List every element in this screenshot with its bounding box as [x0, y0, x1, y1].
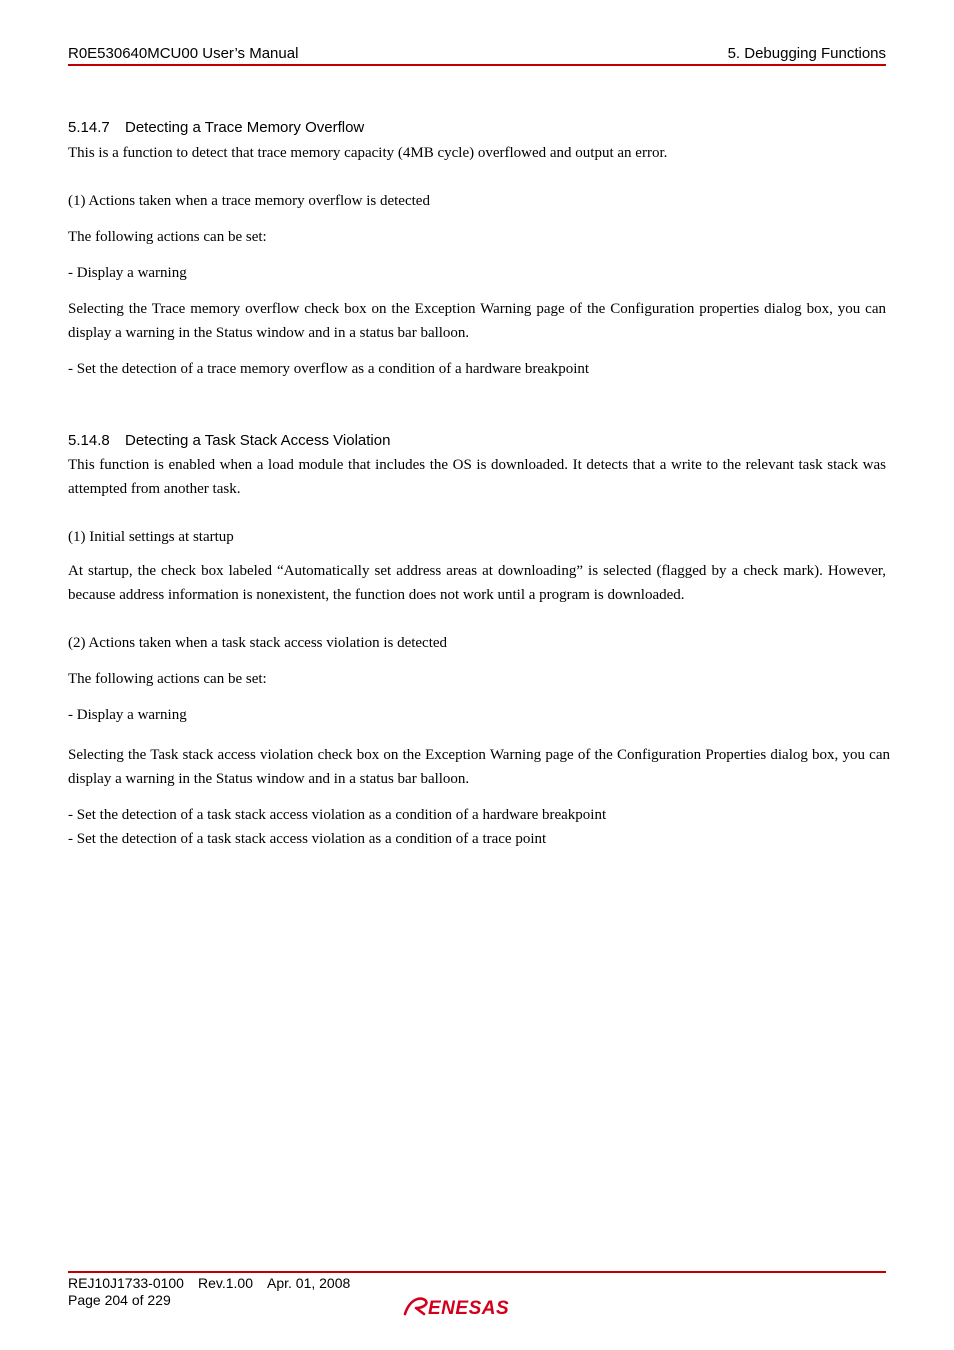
renesas-logo: [402, 1292, 552, 1320]
list-item: - Set the detection of a trace memory overflow as a condition of a hardware breakpoint: [68, 361, 590, 377]
subheading: (1) Initial settings at startup: [68, 529, 234, 545]
footer-doc-info: [68, 1275, 350, 1291]
section-number: 5.14.8: [68, 432, 110, 449]
paragraph: At startup, the check box labeled “Automatically set address areas at downloading” is selected (flagged by a check mark). However, because address information is nonexistent, the function does not work until a program is downloaded.: [68, 563, 886, 603]
section-title: Detecting a Trace Memory Overflow: [125, 119, 365, 136]
paragraph: The following actions can be set:: [68, 671, 267, 687]
header-rule: [68, 64, 886, 66]
paragraph: This function is enabled when a load module that includes the OS is downloaded. It detects that a write to the relevant task stack was attempted from another task.: [68, 457, 886, 497]
paragraph: This is a function to detect that trace memory capacity (4MB cycle) overflowed and output an error.: [68, 145, 668, 161]
svg-text:ENESAS: ENESAS: [428, 1298, 510, 1319]
manual-title: R0E530640MCU00 User’s Manual: [68, 45, 299, 62]
subheading: (2) Actions taken when a task stack access violation is detected: [68, 635, 448, 651]
section-number: 5.14.7: [68, 119, 110, 136]
section-title: Detecting a Task Stack Access Violation: [125, 432, 391, 449]
date: Apr. 01, 2008: [266, 1275, 351, 1291]
footer-rule: [68, 1271, 886, 1273]
section-heading-5-14-7: [68, 119, 364, 136]
page-number: Page 204 of 229: [68, 1292, 171, 1308]
revision: Rev.1.00: [197, 1275, 253, 1291]
doc-number: REJ10J1733-0100: [68, 1275, 184, 1291]
page-header: [68, 45, 886, 63]
chapter-title: 5. Debugging Functions: [727, 45, 886, 62]
section-heading-5-14-8: [68, 432, 390, 449]
list-item: - Set the detection of a task stack access violation as a condition of a trace point: [68, 831, 547, 847]
subheading: (1) Actions taken when a trace memory overflow is detected: [68, 193, 430, 209]
list-item: - Set the detection of a task stack access violation as a condition of a hardware breakpoint: [68, 807, 607, 823]
list-item: - Display a warning: [68, 265, 187, 281]
paragraph: Selecting the Task stack access violation check box on the Exception Warning page of the Configuration Properties dialog box, you can display a warning in the Status window and in a status bar balloon.: [68, 747, 890, 787]
list-item: - Display a warning: [68, 707, 187, 723]
paragraph: The following actions can be set:: [68, 229, 267, 245]
paragraph: Selecting the Trace memory overflow check box on the Exception Warning page of the Configuration properties dialog box, you can display a warning in the Status window and in a status bar balloon.: [68, 301, 886, 341]
